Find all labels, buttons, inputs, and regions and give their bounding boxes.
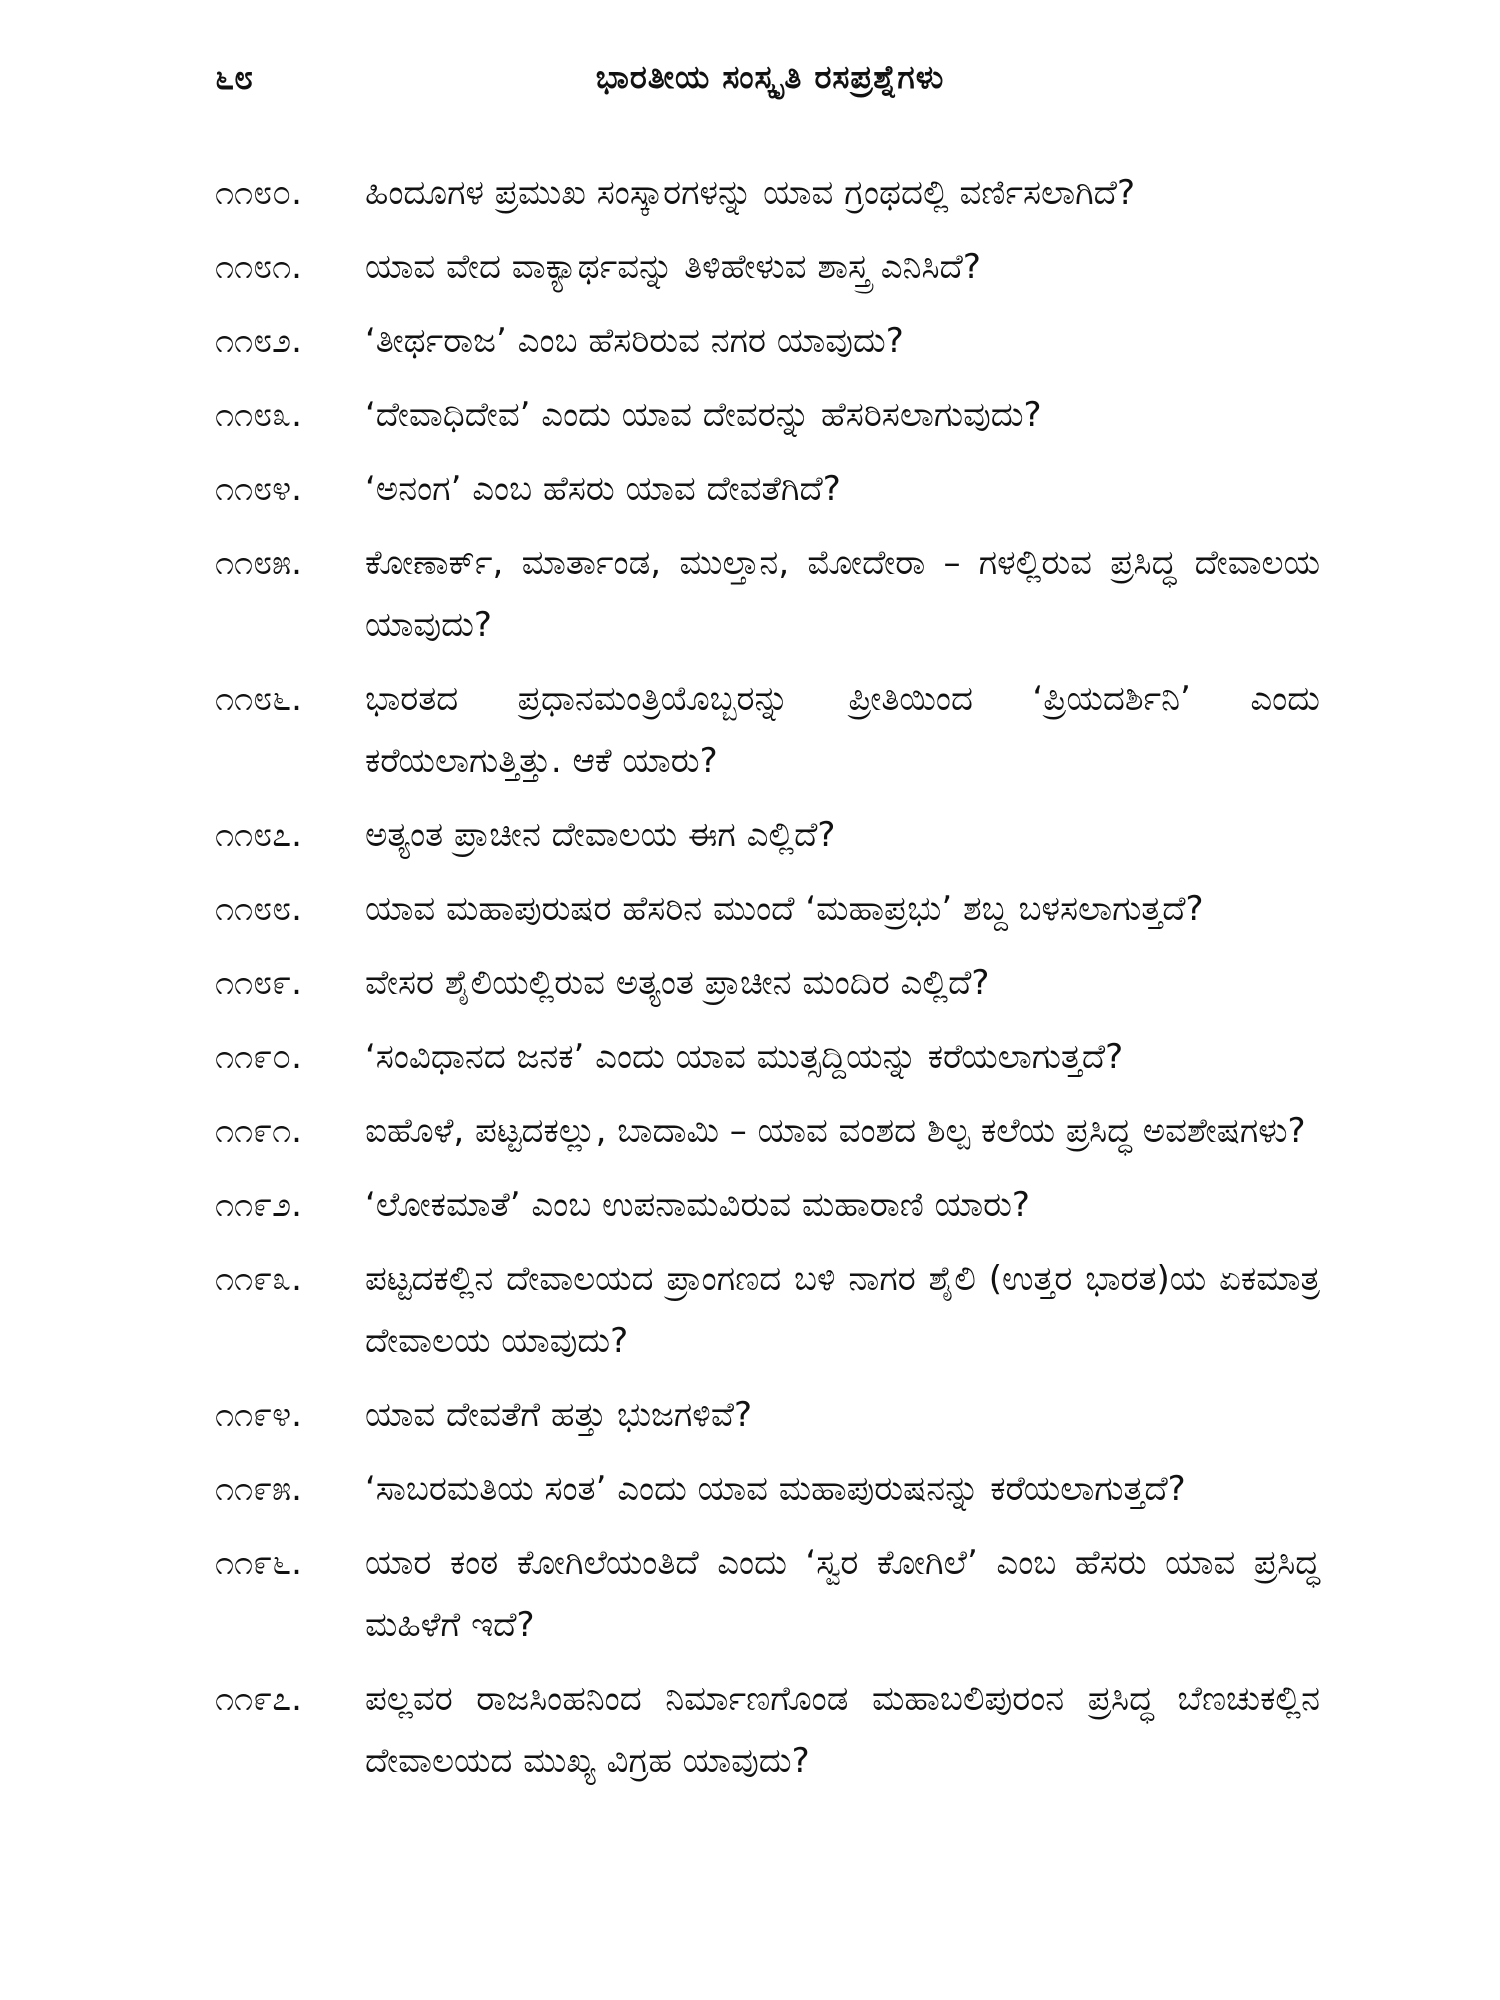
question-text: ‘ತೀರ್ಥರಾಜ’ ಎಂಬ ಹೆಸರಿರುವ ನಗರ ಯಾವುದು? (365, 321, 904, 361)
question-text: ಐಹೊಳೆ, ಪಟ್ಟದಕಲ್ಲು, ಬಾದಾಮಿ – ಯಾವ ವಂಶದ ಶಿಲ್ಪ ಕಲೆಯ ಪ್ರಸಿದ್ಧ ಅವಶೇಷಗಳು? (365, 1111, 1306, 1151)
question-text: ಕೋಣಾರ್ಕ್, ಮಾರ್ತಾಂಡ, ಮುಲ್ತಾನ, ಮೋದೇರಾ – ಗಳಲ್ಲಿರುವ ಪ್ರಸಿದ್ಧ ದೇವಾಲಯ ಯಾವುದು? (365, 543, 1320, 645)
question-item (215, 1100, 1320, 1162)
question-item (215, 1026, 1320, 1088)
question-item (215, 310, 1320, 372)
question-item (215, 1668, 1320, 1792)
question-number: ೧೧೯೪. (215, 1395, 302, 1435)
question-number: ೧೧೮೭. (215, 815, 302, 855)
question-text: ಭಾರತದ ಪ್ರಧಾನಮಂತ್ರಿಯೊಬ್ಬರನ್ನು ಪ್ರೀತಿಯಿಂದ ‘ಪ್ರಿಯದರ್ಶಿನಿ’ ಎಂದು ಕರೆಯಲಾಗುತ್ತಿತ್ತು. ಆಕೆ ಯಾರು? (365, 679, 1320, 781)
running-title: ಭಾರತೀಯ ಸಂಸ್ಕೃತಿ ರಸಪ್ರಶ್ನೆಗಳು (595, 58, 945, 96)
question-item (215, 668, 1320, 792)
question-number: ೧೧೯೫. (215, 1469, 302, 1509)
question-text: ‘ಸಾಬರಮತಿಯ ಸಂತ’ ಎಂದು ಯಾವ ಮಹಾಪುರುಷನನ್ನು ಕರೆಯಲಾಗುತ್ತದೆ? (365, 1469, 1186, 1509)
question-item (215, 952, 1320, 1014)
question-number: ೧೧೯೬. (215, 1543, 302, 1583)
question-item (215, 458, 1320, 520)
question-text: ‘ಅನಂಗ’ ಎಂಬ ಹೆಸರು ಯಾವ ದೇವತೆಗಿದೆ? (365, 469, 841, 509)
question-text: ಯಾವ ವೇದ ವಾಕ್ಯಾರ್ಥವನ್ನು ತಿಳಿಹೇಳುವ ಶಾಸ್ತ್ರ ಎನಿಸಿದೆ? (365, 247, 981, 287)
question-item (215, 878, 1320, 940)
question-item (215, 532, 1320, 656)
question-number: ೧೧೮೦. (215, 173, 302, 213)
question-text: ವೇಸರ ಶೈಲಿಯಲ್ಲಿರುವ ಅತ್ಯಂತ ಪ್ರಾಚೀನ ಮಂದಿರ ಎಲ್ಲಿದೆ? (365, 963, 990, 1003)
question-text: ಪಟ್ಟದಕಲ್ಲಿನ ದೇವಾಲಯದ ಪ್ರಾಂಗಣದ ಬಳಿ ನಾಗರ ಶೈಲಿ (ಉತ್ತರ ಭಾರತ)ಯ ಏಕಮಾತ್ರ ದೇವಾಲಯ ಯಾವುದು? (365, 1259, 1320, 1361)
question-item (215, 804, 1320, 866)
question-number: ೧೧೮೪. (215, 469, 302, 509)
question-text: ಹಿಂದೂಗಳ ಪ್ರಮುಖ ಸಂಸ್ಕಾರಗಳನ್ನು ಯಾವ ಗ್ರಂಥದಲ್ಲಿ ವರ್ಣಿಸಲಾಗಿದೆ? (365, 173, 1136, 213)
question-item (215, 1532, 1320, 1656)
question-number: ೧೧೯೭. (215, 1679, 302, 1719)
question-text: ಅತ್ಯಂತ ಪ್ರಾಚೀನ ದೇವಾಲಯ ಈಗ ಎಲ್ಲಿದೆ? (365, 815, 836, 855)
question-number: ೧೧೮೮. (215, 889, 302, 929)
question-item (215, 236, 1320, 298)
question-item (215, 1248, 1320, 1372)
question-text: ಯಾರ ಕಂಠ ಕೋಗಿಲೆಯಂತಿದೆ ಎಂದು ‘ಸ್ವರ ಕೋಗಿಲೆ’ ಎಂಬ ಹೆಸರು ಯಾವ ಪ್ರಸಿದ್ಧ ಮಹಿಳೆಗೆ ಇದೆ? (365, 1543, 1320, 1645)
question-number: ೧೧೮೩. (215, 395, 302, 435)
question-number: ೧೧೯೧. (215, 1111, 302, 1151)
question-text: ಯಾವ ಮಹಾಪುರುಷರ ಹೆಸರಿನ ಮುಂದೆ ‘ಮಹಾಪ್ರಭು’ ಶಬ್ದ ಬಳಸಲಾಗುತ್ತದೆ? (365, 889, 1204, 929)
question-text: ‘ದೇವಾಧಿದೇವ’ ಎಂದು ಯಾವ ದೇವರನ್ನು ಹೆಸರಿಸಲಾಗುವುದು? (365, 395, 1042, 435)
question-item (215, 1384, 1320, 1446)
question-number: ೧೧೯೦. (215, 1037, 302, 1077)
question-item (215, 384, 1320, 446)
question-item (215, 1458, 1320, 1520)
question-text: ಯಾವ ದೇವತೆಗೆ ಹತ್ತು ಭುಜಗಳಿವೆ? (365, 1395, 753, 1435)
question-text: ‘ಸಂವಿಧಾನದ ಜನಕ’ ಎಂದು ಯಾವ ಮುತ್ಸದ್ದಿಯನ್ನು ಕರೆಯಲಾಗುತ್ತದೆ? (365, 1037, 1124, 1077)
question-number: ೧೧೯೨. (215, 1185, 302, 1225)
page-number: ೬೮ (215, 58, 254, 98)
question-item (215, 162, 1320, 224)
question-number: ೧೧೮೬. (215, 679, 302, 719)
question-number: ೧೧೮೨. (215, 321, 302, 361)
question-text: ಪಲ್ಲವರ ರಾಜಸಿಂಹನಿಂದ ನಿರ್ಮಾಣಗೊಂಡ ಮಹಾಬಲಿಪುರಂನ ಪ್ರಸಿದ್ಧ ಬೆಣಚುಕಲ್ಲಿನ ದೇವಾಲಯದ ಮುಖ್ಯ ವಿಗ್ರಹ ಯಾವುದು? (365, 1679, 1320, 1781)
page-header (215, 58, 1325, 108)
question-text: ‘ಲೋಕಮಾತೆ’ ಎಂಬ ಉಪನಾಮವಿರುವ ಮಹಾರಾಣಿ ಯಾರು? (365, 1185, 1030, 1225)
question-number: ೧೧೮೧. (215, 247, 302, 287)
question-list (215, 162, 1320, 1804)
question-number: ೧೧೮೯. (215, 963, 302, 1003)
question-item (215, 1174, 1320, 1236)
question-number: ೧೧೯೩. (215, 1259, 302, 1299)
question-number: ೧೧೮೫. (215, 543, 302, 583)
